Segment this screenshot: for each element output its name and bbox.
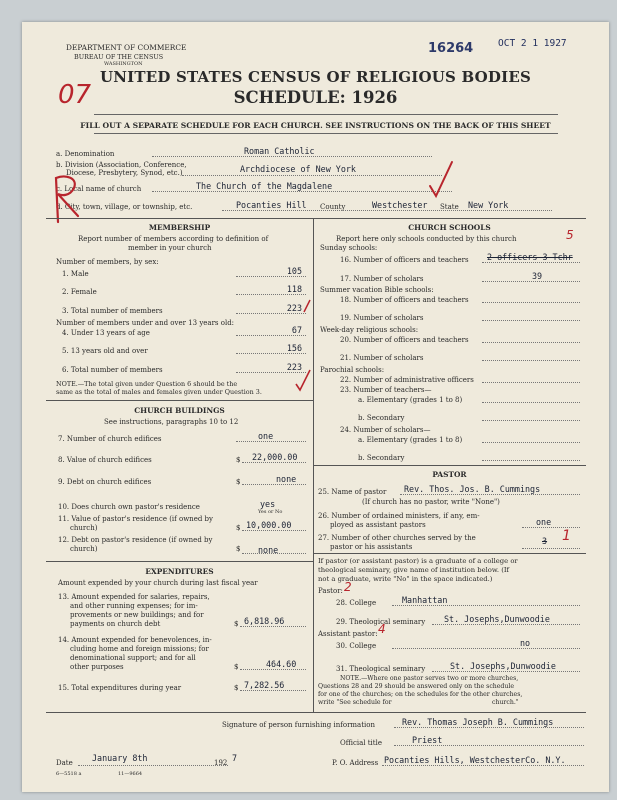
division-label-1: b. Division (Association, Conference, [56, 161, 187, 169]
po-address-label: P. O. Address [332, 759, 379, 767]
census-form-sheet [22, 22, 609, 792]
pastor-note-4: write "See schedule for [318, 699, 392, 706]
q13-value: 6,818.96 [244, 616, 285, 626]
state-value: New York [468, 200, 509, 210]
q3-value: 223 [286, 303, 302, 313]
serial-number: 16264 [428, 41, 474, 56]
q26-label-1: 26. Number of ordained ministers, if any, em- [318, 512, 480, 520]
header-rule [94, 114, 558, 115]
q11-label-1: 11. Value of pastor's residence (if owned by [58, 515, 213, 523]
signature-value: Rev. Thomas Joseph B. Cummings [402, 717, 554, 727]
q5-value: 156 [286, 343, 302, 353]
q11-value: 10,000.00 [246, 520, 292, 530]
pastor-note-3: for one of the churches; on the schedules for the other churches, [318, 691, 523, 698]
rule [482, 342, 580, 343]
division-value: Archdiocese of New York [240, 164, 356, 174]
official-title-label: Official title [340, 739, 382, 747]
q7-value: one [258, 431, 274, 441]
department-label: DEPARTMENT OF COMMERCE [66, 43, 187, 52]
q9-label: 9. Debt on church edifices [58, 478, 152, 486]
rule [394, 745, 584, 746]
q16-value: 2 officers 3 Tchr [487, 252, 573, 262]
rule [522, 548, 580, 549]
rule [242, 553, 306, 554]
weekday-schools-label: Week-day religious schools: [320, 326, 419, 334]
rule [482, 302, 580, 303]
pastor-note-1: NOTE.—Where one pastor serves two or more churches, [340, 675, 519, 682]
q5-label: 5. 13 years old and over [62, 347, 148, 355]
q17-value: 39 [532, 271, 543, 281]
q24-label: 24. Number of scholars— [340, 426, 431, 434]
rule [482, 320, 580, 321]
q29-label: 29. Theological seminary [336, 618, 426, 626]
red-mark-5: 5 [566, 228, 574, 242]
q26-label-2: ployed as assistant pastors [330, 521, 426, 529]
county-label: County [320, 203, 346, 211]
rule [242, 484, 306, 485]
rule [522, 527, 580, 528]
q14-value: 464.60 [266, 659, 297, 669]
po-address-value: Pocanties Hills, WestchesterCo. N.Y. [384, 755, 566, 765]
q12-value: none [258, 545, 279, 555]
local-name-label: c. Local name of church [56, 185, 142, 193]
q24a-label: a. Elementary (grades 1 to 8) [358, 436, 463, 444]
rule [242, 462, 306, 463]
q12-label-1: 12. Debt on pastor's residence (if owned by [58, 536, 213, 544]
rule [482, 382, 580, 383]
q28-value: Manhattan [402, 595, 448, 605]
rule [482, 281, 580, 282]
rule [482, 460, 580, 461]
q26-value: one [536, 517, 552, 527]
schools-title: CHURCH SCHOOLS [408, 223, 491, 232]
assistant-red-mark: 4 [378, 622, 386, 636]
received-date-stamp: OCT 2 1 1927 [498, 38, 567, 49]
official-title-value: Priest [412, 735, 443, 745]
q28-label: 28. College [336, 599, 377, 607]
signature-label: Signature of person furnishing information [222, 721, 376, 729]
bureau-label: BUREAU OF THE CENSUS [74, 53, 164, 61]
rule [240, 626, 306, 627]
rule [432, 624, 580, 625]
county-value: Westchester [372, 200, 428, 210]
q25-value: Rev. Thos. Jos. B. Cummings [404, 484, 541, 494]
date-value: January 8th [92, 753, 148, 763]
q1-value: 105 [286, 266, 302, 276]
q3-label: 3. Total number of members [62, 307, 163, 315]
parochial-schools-label: Parochial schools: [320, 366, 385, 374]
rule [182, 175, 442, 176]
q22-label: 22. Number of administrative officers [340, 376, 474, 384]
q27-red-mark: 1 [562, 528, 571, 544]
q24b-label: b. Secondary [358, 454, 405, 462]
q15-value: 7,282.56 [244, 680, 285, 690]
q4-value: 67 [291, 325, 302, 335]
membership-intro-2: member in your church [128, 244, 212, 252]
q18-label: 18. Number of officers and teachers [340, 296, 469, 304]
rule [152, 191, 452, 192]
q9-dollar: $ [236, 478, 241, 486]
q13-label-4: payments on church debt [70, 620, 161, 628]
column-divider-lower [313, 632, 314, 712]
year-suffix: 7 [232, 753, 238, 763]
rule [392, 648, 580, 649]
section-rule [313, 553, 586, 554]
denomination-label: a. Denomination [56, 150, 115, 158]
q23a-label: a. Elementary (grades 1 to 8) [358, 396, 463, 404]
q19-label: 19. Number of scholars [340, 314, 424, 322]
membership-note-1: NOTE.—The total given under Question 6 should be the [56, 380, 238, 388]
bottom-section-rule [46, 712, 586, 713]
rule [432, 671, 580, 672]
q10-label: 10. Does church own pastor's residence [58, 503, 200, 511]
form-title: UNITED STATES CENSUS OF RELIGIOUS BODIES [99, 68, 532, 86]
q14-dollar: $ [234, 663, 239, 671]
pastor-note-2: Questions 28 and 29 should be answered only on the schedule [318, 683, 515, 690]
q14-label-4: other purposes [70, 663, 124, 671]
q25-label: 25. Name of pastor [318, 488, 387, 496]
column-divider [313, 218, 314, 632]
division-label-2: Diocese, Presbytery, Synod, etc.) [66, 169, 183, 177]
rule [392, 605, 580, 606]
q31-label: 31. Theological seminary [336, 665, 426, 673]
q29-value: St. Josephs,Dunwoodie [444, 614, 550, 624]
q27-value: 3 [542, 536, 548, 546]
rule [152, 156, 432, 157]
q17-label: 17. Number of scholars [340, 275, 424, 283]
city-label: WASHINGTON [104, 61, 143, 67]
header-rule-2 [94, 133, 558, 134]
q27-label-2: pastor or his assistants [330, 543, 413, 551]
q27-label-1: 27. Number of other churches served by the [318, 534, 476, 542]
schools-intro: Report here only schools conducted by this church [336, 235, 517, 243]
summer-schools-label: Summer vacation Bible schools: [320, 286, 434, 294]
pastor-subhead: Pastor: [318, 587, 343, 595]
rule [482, 420, 580, 421]
section-rule [46, 561, 313, 562]
q13-label-3: provements or new buildings; and for [70, 611, 204, 619]
rule [242, 530, 306, 531]
rule [482, 360, 580, 361]
rule [382, 765, 584, 766]
local-name-value: The Church of the Magdalene [196, 181, 333, 191]
city-value: Pocanties Hill [236, 200, 307, 210]
red-tick-marks [284, 292, 314, 392]
q13-label-2: and other running expenses; for im- [70, 602, 198, 610]
top-section-rule [46, 218, 586, 219]
q25-hint: (If church has no pastor, write "None") [362, 498, 500, 506]
membership-title: MEMBERSHIP [148, 223, 211, 232]
pastor-title: PASTOR [432, 470, 467, 479]
q15-dollar: $ [234, 684, 239, 692]
rule [236, 276, 306, 277]
q6-value: 223 [286, 362, 302, 372]
q30-value: no [520, 638, 531, 648]
q13-label-1: 13. Amount expended for salaries, repairs, [58, 593, 210, 601]
state-label: State [440, 203, 459, 211]
form-number-2: 11—9664 [118, 771, 143, 777]
q14-label-2: cluding home and foreign missions; for [70, 645, 209, 653]
section-rule [313, 465, 586, 466]
q15-label: 15. Total expenditures during year [58, 684, 182, 692]
form-number: 6—5518 a [56, 771, 82, 777]
buildings-title: CHURCH BUILDINGS [134, 406, 225, 415]
age-intro: Number of members under and over 13 years old: [56, 319, 235, 327]
q7-label: 7. Number of church edifices [58, 435, 162, 443]
q1-label: 1. Male [62, 270, 89, 278]
q11-dollar: $ [236, 524, 241, 532]
q23-label: 23. Number of teachers— [340, 386, 432, 394]
rule [400, 494, 580, 495]
q2-label: 2. Female [62, 288, 97, 296]
q16-label: 16. Number of officers and teachers [340, 256, 469, 264]
graduate-intro-2: theological seminary, give name of institution below. (If [318, 566, 510, 574]
rule [78, 765, 228, 766]
expenditures-title: EXPENDITURES [145, 567, 214, 576]
red-handwritten-mark: 07 [58, 80, 92, 110]
q10-hint: Yes or No [258, 509, 283, 515]
membership-intro-1: Report number of members according to definition of [78, 235, 269, 243]
denomination-value: Roman Catholic [244, 146, 315, 156]
sunday-schools-label: Sunday schools: [320, 244, 378, 252]
q14-label-3: denominational support; and for all [70, 654, 196, 662]
expenditures-sub: Amount expended by your church during last fiscal year [58, 579, 258, 587]
q12-dollar: $ [236, 545, 241, 553]
rule [222, 210, 552, 211]
red-check-mark [426, 160, 456, 200]
q4-label: 4. Under 13 years of age [62, 329, 150, 337]
section-rule [46, 400, 313, 401]
membership-note-2: same as the total of males and females given under Question 3. [56, 388, 262, 396]
q11-label-2: church) [70, 524, 98, 532]
q2-value: 118 [286, 284, 302, 294]
rule [482, 262, 580, 263]
red-pencil-annotation [44, 172, 92, 228]
buildings-sub: See instructions, paragraphs 10 to 12 [104, 418, 239, 426]
rule [394, 727, 584, 728]
q13-dollar: $ [234, 620, 239, 628]
city-town-label: d. City, town, village, or township, etc. [56, 203, 193, 211]
q6-label: 6. Total number of members [62, 366, 163, 374]
q23b-label: b. Secondary [358, 414, 405, 422]
q10-value: yes [260, 499, 276, 509]
graduate-intro-1: If pastor (or assistant pastor) is a graduate of a college or [318, 557, 518, 565]
rule [482, 402, 580, 403]
rule [482, 442, 580, 443]
schedule-title: SCHEDULE: 1926 [233, 88, 398, 107]
q12-label-2: church) [70, 545, 98, 553]
q8-dollar: $ [236, 456, 241, 464]
year-prefix: 192 [214, 759, 228, 767]
rule [236, 441, 306, 442]
q31-value: St. Josephs,Dunwoodie [450, 661, 556, 671]
q21-label: 21. Number of scholars [340, 354, 424, 362]
q30-label: 30. College [336, 642, 377, 650]
q8-value: 22,000.00 [252, 452, 298, 462]
q8-label: 8. Value of church edifices [58, 456, 152, 464]
pastor-note-5: church." [492, 699, 519, 706]
q20-label: 20. Number of officers and teachers [340, 336, 469, 344]
pastor-red-mark: 2 [344, 580, 352, 594]
members-by-sex: Number of members, by sex: [56, 258, 159, 266]
q9-value: none [276, 474, 297, 484]
rule [240, 690, 306, 691]
q14-label-1: 14. Amount expended for benevolences, in- [58, 636, 212, 644]
assistant-subhead: Assistant pastor: [318, 630, 378, 638]
graduate-intro-3: not a graduate, write "No" in the space indicated.) [318, 575, 493, 583]
date-label: Date [56, 759, 73, 767]
instruction-line: FILL OUT A SEPARATE SCHEDULE FOR EACH CHURCH. SEE INSTRUCTIONS ON THE BACK OF THIS SHEET [80, 121, 551, 130]
rule [240, 669, 306, 670]
